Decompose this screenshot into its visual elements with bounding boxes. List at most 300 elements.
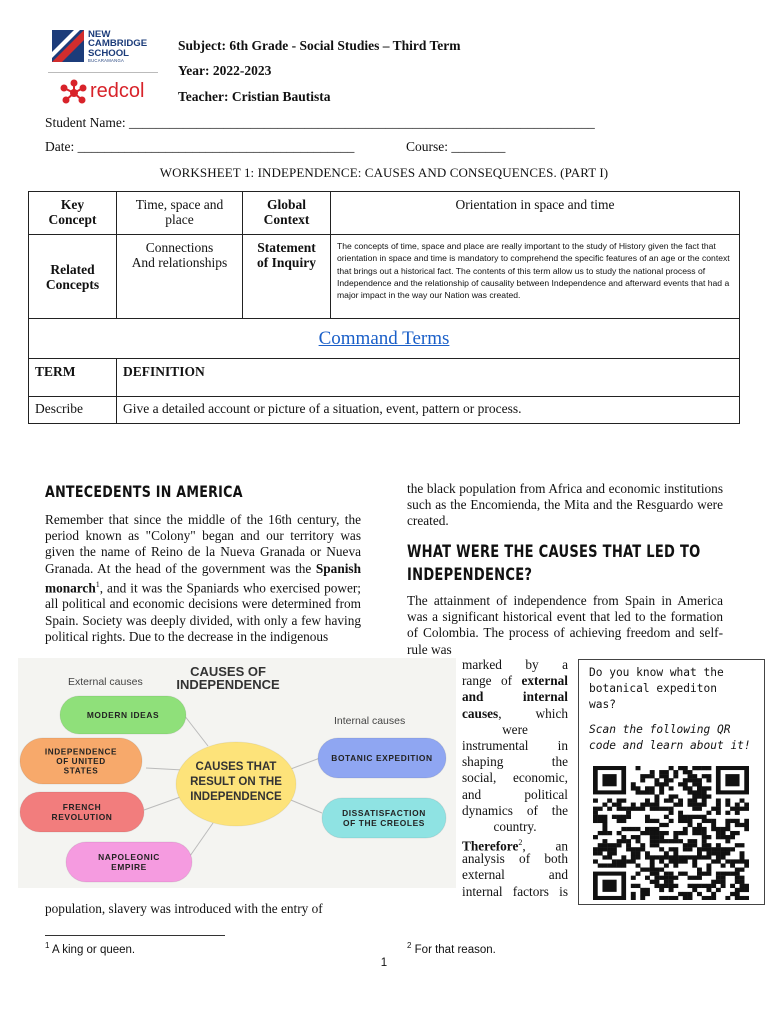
- qr-module: [631, 786, 636, 790]
- qr-module: [692, 863, 697, 867]
- qr-module: [664, 782, 669, 786]
- qr-module: [692, 766, 697, 770]
- qr-module: [669, 896, 674, 900]
- qr-module: [645, 868, 650, 872]
- qr-module: [678, 859, 683, 863]
- qr-module: [673, 774, 678, 778]
- qr-module: [716, 827, 721, 831]
- qr-module: [664, 770, 669, 774]
- qr-module: [678, 831, 683, 835]
- pill-label: INDEPENDENCE: [44, 747, 118, 757]
- internal-causes-label: Internal causes: [334, 715, 406, 727]
- qr-module: [683, 859, 688, 863]
- narrow-line: were: [502, 721, 528, 737]
- qr-module: [697, 778, 702, 782]
- qr-module: [706, 847, 711, 851]
- qr-module: [673, 851, 678, 855]
- qr-module: [612, 815, 617, 819]
- qr-module: [626, 807, 631, 811]
- qr-module: [636, 855, 641, 859]
- qr-module: [744, 803, 749, 807]
- qr-module: [706, 811, 711, 815]
- pill-label: BOTANIC EXPEDITION: [331, 752, 433, 763]
- qr-module: [673, 863, 678, 867]
- external-cause-pill: [20, 792, 144, 832]
- qr-module: [607, 843, 612, 847]
- qr-module: [631, 782, 636, 786]
- qr-module: [650, 872, 655, 876]
- qr-module: [702, 896, 707, 900]
- qr-module: [669, 876, 674, 880]
- qr-module: [730, 819, 735, 823]
- qr-module: [678, 815, 683, 819]
- qr-module: [702, 819, 707, 823]
- qr-module: [735, 823, 740, 827]
- qr-module: [654, 831, 659, 835]
- qr-module: [678, 855, 683, 859]
- qr-module: [593, 859, 598, 863]
- qr-module: [602, 843, 607, 847]
- qr-module: [664, 778, 669, 782]
- qr-module: [721, 884, 726, 888]
- qr-module: [602, 839, 607, 843]
- qr-module: [659, 876, 664, 880]
- qr-module: [702, 847, 707, 851]
- qr-module: [664, 896, 669, 900]
- qr-module: [683, 819, 688, 823]
- date-field[interactable]: Date: _________________________________________: [45, 139, 355, 154]
- qr-module: [621, 798, 626, 802]
- qr-module: [636, 827, 641, 831]
- qr-module: [725, 835, 730, 839]
- qr-module: [673, 831, 678, 835]
- qr-module: [688, 815, 693, 819]
- qr-module: [654, 835, 659, 839]
- qr-module: [702, 872, 707, 876]
- qr-module: [740, 855, 745, 859]
- qr-module: [607, 863, 612, 867]
- qr-module: [640, 803, 645, 807]
- qr-module: [593, 835, 598, 839]
- qr-module: [636, 790, 641, 794]
- qr-module: [740, 884, 745, 888]
- qr-module: [664, 851, 669, 855]
- qr-module: [645, 876, 650, 880]
- footnote-2: $^2$ For that reason.: [407, 941, 496, 956]
- definition-cell: Give a detailed account or picture of a situation, event, pattern or process.: [117, 397, 740, 424]
- qr-module: [640, 868, 645, 872]
- qr-module: [688, 892, 693, 896]
- qr-module: [669, 884, 674, 888]
- qr-module: [692, 884, 697, 888]
- qr-module: [631, 807, 636, 811]
- causes-diagram-svg: [18, 658, 456, 888]
- qr-module: [740, 798, 745, 802]
- qr-module: [673, 803, 678, 807]
- qr-module: [617, 859, 622, 863]
- logo-divider: [48, 72, 158, 73]
- qr-module: [631, 835, 636, 839]
- year-line: Year: 2022-2023: [178, 63, 272, 78]
- qr-module: [626, 859, 631, 863]
- qr-module: [683, 896, 688, 900]
- qr-module: [654, 807, 659, 811]
- qr-module: [683, 782, 688, 786]
- qr-module: [650, 863, 655, 867]
- qr-module: [612, 859, 617, 863]
- qr-module: [664, 863, 669, 867]
- qr-finder: [602, 880, 616, 892]
- qr-module: [706, 863, 711, 867]
- qr-module: [730, 863, 735, 867]
- qr-module: [617, 863, 622, 867]
- qr-module: [602, 855, 607, 859]
- qr-module: [654, 884, 659, 888]
- qr-module: [683, 831, 688, 835]
- qr-module: [730, 859, 735, 863]
- qr-module: [697, 831, 702, 835]
- qr-module: [683, 778, 688, 782]
- narrow-line: social, economic,: [462, 770, 568, 786]
- external-cause-pill: [66, 842, 192, 882]
- qr-module: [645, 803, 650, 807]
- qr-module: [636, 851, 641, 855]
- qr-module: [631, 859, 636, 863]
- qr-module: [669, 786, 674, 790]
- qr-module: [688, 819, 693, 823]
- qr-module: [636, 835, 641, 839]
- worksheet-title: WORKSHEET 1: INDEPENDENCE: CAUSES AND CONSEQUENCES. (PART I): [159, 165, 609, 180]
- qr-module: [725, 839, 730, 843]
- qr-module: [654, 839, 659, 843]
- qr-module: [706, 855, 711, 859]
- qr-module: [626, 815, 631, 819]
- qr-module: [631, 876, 636, 880]
- qr-module: [678, 819, 683, 823]
- qr-module: [702, 831, 707, 835]
- qr-module: [650, 827, 655, 831]
- qr-module: [669, 888, 674, 892]
- statement-of-inquiry-label: Statement of Inquiry: [243, 235, 331, 319]
- causes-diagram: [18, 658, 456, 888]
- qr-module: [697, 807, 702, 811]
- qr-module: [721, 831, 726, 835]
- qr-module: [602, 815, 607, 819]
- internal-cause-pill: [322, 798, 446, 838]
- qr-module: [640, 807, 645, 811]
- qr-module: [697, 766, 702, 770]
- footnote-separator: [45, 935, 225, 936]
- qr-module: [711, 880, 716, 884]
- qr-module: [598, 847, 603, 851]
- qr-module: [598, 831, 603, 835]
- qr-module: [593, 807, 598, 811]
- center-label: INDEPENDENCE: [190, 791, 282, 803]
- qr-module: [692, 843, 697, 847]
- qr-module: [688, 798, 693, 802]
- qr-module: [673, 855, 678, 859]
- qr-module: [650, 831, 655, 835]
- qr-module: [735, 843, 740, 847]
- connector-line: [190, 823, 213, 856]
- qr-module: [702, 794, 707, 798]
- qr-module: [645, 827, 650, 831]
- qr-module: [702, 855, 707, 859]
- qr-module: [650, 880, 655, 884]
- qr-module: [673, 859, 678, 863]
- qr-module: [716, 880, 721, 884]
- qr-module: [598, 819, 603, 823]
- qr-module: [659, 868, 664, 872]
- qr-module: [640, 790, 645, 794]
- narrow-line: and political: [462, 786, 568, 802]
- qr-module: [621, 839, 626, 843]
- qr-module: [669, 794, 674, 798]
- qr-module: [673, 835, 678, 839]
- qr-module: [692, 888, 697, 892]
- qr-module: [650, 774, 655, 778]
- qr-module: [617, 815, 622, 819]
- qr-module: [692, 782, 697, 786]
- qr-module: [683, 827, 688, 831]
- qr-module: [636, 807, 641, 811]
- qr-module: [725, 803, 730, 807]
- qr-module: [702, 786, 707, 790]
- qr-module: [636, 786, 641, 790]
- antecedents-paragraph-end: population, slavery was introduced with the entry of: [45, 901, 323, 916]
- qr-module: [702, 827, 707, 831]
- qr-module: [669, 855, 674, 859]
- qr-finder: [725, 774, 739, 786]
- qr-module: [631, 803, 636, 807]
- qr-module: [721, 835, 726, 839]
- qr-module: [631, 884, 636, 888]
- qr-module: [654, 778, 659, 782]
- qr-module: [669, 839, 674, 843]
- right-intro-paragraph: the black population from Africa and economic institutions such as the Encomienda, the Mita and the Resguardo were created.: [407, 481, 723, 529]
- qr-module: [621, 863, 626, 867]
- qr-module: [626, 847, 631, 851]
- qr-module: [636, 847, 641, 851]
- connector-line: [184, 715, 208, 746]
- qr-module: [654, 798, 659, 802]
- qr-module: [650, 859, 655, 863]
- qr-module: [654, 876, 659, 880]
- qr-module: [716, 876, 721, 880]
- narrow-line: marked by a: [462, 657, 568, 672]
- qr-module: [593, 811, 598, 815]
- definition-header: DEFINITION: [117, 359, 740, 397]
- qr-module: [636, 863, 641, 867]
- footnote-ref: 1: [95, 579, 100, 589]
- qr-module: [697, 868, 702, 872]
- qr-module: [650, 839, 655, 843]
- global-context-label: Global Context: [243, 192, 331, 235]
- narrow-line: external and: [462, 867, 568, 883]
- qr-module: [650, 855, 655, 859]
- qr-module: [631, 892, 636, 896]
- key-concept-label: Key Concept: [29, 192, 117, 235]
- qr-module: [692, 790, 697, 794]
- qr-module: [706, 819, 711, 823]
- qr-finder: [602, 774, 616, 786]
- qr-module: [664, 884, 669, 888]
- qr-module: [669, 778, 674, 782]
- qr-module: [617, 843, 622, 847]
- qr-module: [697, 786, 702, 790]
- qr-module: [659, 855, 664, 859]
- qr-module: [721, 876, 726, 880]
- qr-module: [650, 786, 655, 790]
- qr-module: [697, 790, 702, 794]
- qr-module: [631, 896, 636, 900]
- qr-module: [711, 807, 716, 811]
- qr-module: [692, 827, 697, 831]
- qr-module: [659, 786, 664, 790]
- qr-module: [683, 766, 688, 770]
- unit-overview-table: [28, 191, 740, 424]
- qr-module: [664, 823, 669, 827]
- qr-module: [725, 798, 730, 802]
- pill-label: REVOLUTION: [51, 811, 113, 822]
- qr-module: [678, 798, 683, 802]
- student-name-field[interactable]: Student Name: _____________________________________________________________________: [45, 115, 595, 130]
- qr-module: [688, 847, 693, 851]
- qr-module: [607, 851, 612, 855]
- qr-module: [654, 855, 659, 859]
- causes-heading: WHAT WERE THE CAUSES THAT LED TO INDEPENDENCE?: [407, 542, 701, 584]
- qr-prompt: Scan the following QR code and learn about it!: [589, 723, 751, 752]
- qr-module: [640, 843, 645, 847]
- qr-module: [593, 851, 598, 855]
- qr-module: [678, 872, 683, 876]
- qr-module: [725, 827, 730, 831]
- qr-module: [669, 847, 674, 851]
- qr-module: [645, 774, 650, 778]
- table-row: [29, 397, 740, 424]
- qr-module: [683, 815, 688, 819]
- qr-module: [678, 892, 683, 896]
- qr-module: [621, 855, 626, 859]
- qr-module: [654, 782, 659, 786]
- qr-module: [607, 831, 612, 835]
- qr-module: [721, 827, 726, 831]
- qr-module: [650, 843, 655, 847]
- qr-module: [640, 831, 645, 835]
- qr-code-icon[interactable]: [593, 766, 749, 900]
- qr-module: [697, 794, 702, 798]
- qr-module: [702, 839, 707, 843]
- qr-module: [706, 774, 711, 778]
- qr-module: [645, 831, 650, 835]
- qr-module: [711, 892, 716, 896]
- qr-callout-box: [578, 659, 765, 905]
- qr-module: [692, 798, 697, 802]
- qr-module: [621, 859, 626, 863]
- external-cause-pill: [20, 738, 142, 784]
- qr-module: [711, 827, 716, 831]
- qr-module: [664, 876, 669, 880]
- qr-module: [598, 815, 603, 819]
- qr-module: [716, 803, 721, 807]
- qr-module: [617, 798, 622, 802]
- qr-module: [740, 823, 745, 827]
- qr-module: [664, 774, 669, 778]
- qr-module: [711, 859, 716, 863]
- qr-module: [706, 843, 711, 847]
- qr-module: [692, 794, 697, 798]
- qr-module: [664, 807, 669, 811]
- qr-module: [702, 798, 707, 802]
- qr-module: [702, 815, 707, 819]
- qr-module: [697, 847, 702, 851]
- qr-module: [735, 807, 740, 811]
- diagram-title-line: INDEPENDENCE: [176, 677, 280, 692]
- qr-module: [735, 876, 740, 880]
- redcol-logo: [58, 78, 158, 108]
- qr-module: [740, 880, 745, 884]
- qr-module: [659, 770, 664, 774]
- course-field[interactable]: Course: ________: [406, 139, 506, 154]
- pill-label: OF THE CREOLES: [343, 817, 425, 828]
- qr-module: [692, 815, 697, 819]
- qr-module: [683, 770, 688, 774]
- qr-module: [645, 855, 650, 859]
- qr-module: [673, 896, 678, 900]
- qr-module: [702, 774, 707, 778]
- qr-module: [673, 884, 678, 888]
- qr-module: [673, 839, 678, 843]
- qr-module: [636, 872, 641, 876]
- qr-module: [683, 847, 688, 851]
- qr-module: [664, 855, 669, 859]
- qr-module: [725, 896, 730, 900]
- qr-module: [645, 851, 650, 855]
- narrow-line: range of external: [462, 673, 568, 689]
- qr-module: [735, 859, 740, 863]
- qr-module: [602, 863, 607, 867]
- qr-module: [711, 884, 716, 888]
- qr-module: [688, 774, 693, 778]
- narrow-line: dynamics of the: [462, 802, 568, 818]
- qr-module: [678, 766, 683, 770]
- qr-module: [659, 839, 664, 843]
- logo-subline: BUCARAMANGA: [88, 58, 125, 64]
- qr-module: [725, 819, 730, 823]
- qr-module: [664, 831, 669, 835]
- logo-line: CAMBRIDGE: [88, 38, 148, 50]
- qr-module: [706, 835, 711, 839]
- qr-module: [650, 819, 655, 823]
- qr-module: [702, 803, 707, 807]
- qr-module: [659, 884, 664, 888]
- qr-module: [659, 896, 664, 900]
- qr-module: [702, 884, 707, 888]
- qr-module: [730, 884, 735, 888]
- qr-module: [673, 794, 678, 798]
- qr-module: [688, 803, 693, 807]
- center-label: RESULT ON THE: [190, 776, 282, 788]
- qr-module: [711, 896, 716, 900]
- qr-module: [692, 831, 697, 835]
- qr-module: [706, 872, 711, 876]
- qr-module: [640, 888, 645, 892]
- qr-module: [645, 888, 650, 892]
- qr-module: [669, 819, 674, 823]
- qr-module: [669, 798, 674, 802]
- qr-module: [650, 835, 655, 839]
- qr-module: [612, 803, 617, 807]
